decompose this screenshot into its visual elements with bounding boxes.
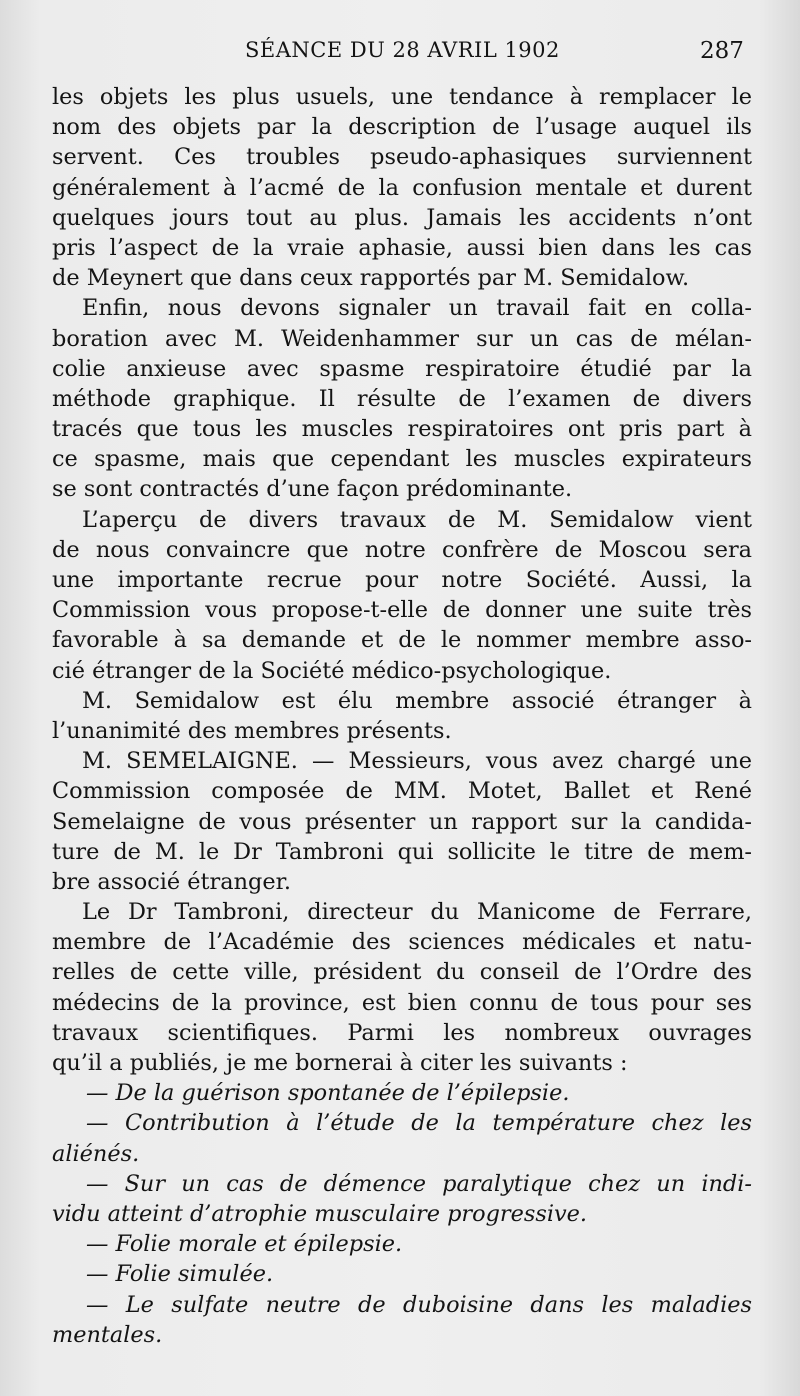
running-head: [0, 38, 800, 72]
text-line: Le Dr Tambroni, directeur du Manicome de Ferrare,: [82, 899, 752, 926]
text-line: travaux scientifiques. Parmi les nombreux ouvrages: [52, 1019, 752, 1046]
text-line: colie anxieuse avec spasme respiratoire étudié par la: [52, 355, 752, 382]
text-line: l’unanimité des membres présents.: [52, 717, 452, 744]
text-line: les objets les plus usuels, une tendance à remplacer le: [52, 84, 752, 110]
publication-title: aliénés.: [52, 1140, 140, 1167]
text-line: M. Semidalow est élu membre associé étranger à: [82, 687, 752, 714]
text-line: relles de cette ville, président du conseil de l’Ordre des: [52, 959, 752, 986]
text-line: ce spasme, mais que cependant les muscles expirateurs: [52, 446, 752, 473]
publication-title: — De la guérison spontanée de l’épilepsie.: [86, 1080, 570, 1107]
publication-title: — Le sulfate neutre de duboisine dans les maladies: [86, 1291, 752, 1318]
text-line: tracés que tous les muscles respiratoires ont pris part à: [52, 416, 752, 443]
text-line: Commission composée de MM. Motet, Ballet et René: [52, 778, 752, 805]
text-line: cié étranger de la Société médico-psychologique.: [52, 657, 612, 684]
text-line: Commission vous propose-t-elle de donner une suite très: [52, 597, 752, 624]
text-line: nom des objets par la description de l’usage auquel ils: [52, 114, 752, 141]
publication-title: — Folie morale et épilepsie.: [86, 1231, 403, 1258]
body-text: [52, 82, 752, 1350]
text-line: boration avec M. Weidenhammer sur un cas de mélan-: [52, 325, 752, 352]
text-line: Semelaigne de vous présenter un rapport sur la candida-: [52, 808, 752, 835]
text-line: qu’il a publiés, je me bornerai à citer les suivants :: [52, 1050, 628, 1076]
publication-title: vidu atteint d’atrophie musculaire progressive.: [52, 1200, 588, 1227]
text-line: M. SEMELAIGNE. — Messieurs, vous avez chargé une: [82, 748, 752, 775]
text-line: L’aperçu de divers travaux de M. Semidalow vient: [82, 506, 752, 533]
publication-title: — Folie simulée.: [86, 1261, 274, 1288]
publication-title: — Sur un cas de démence paralytique chez un indi-: [86, 1170, 752, 1197]
text-line: bre associé étranger.: [52, 868, 291, 895]
text-line: méthode graphique. Il résulte de l’examen de divers: [52, 385, 752, 412]
text-line: servent. Ces troubles pseudo-aphasiques surviennent: [52, 144, 752, 171]
publication-title: mentales.: [52, 1321, 163, 1348]
text-line: pris l’aspect de la vraie aphasie, aussi bien dans les cas: [52, 234, 752, 261]
text-line: ture de M. le Dr Tambroni qui sollicite le titre de mem-: [52, 838, 752, 865]
text-line: favorable à sa demande et de le nommer membre asso-: [52, 627, 752, 654]
text-line: se sont contractés d’une façon prédominante.: [52, 476, 573, 503]
text-line: médecins de la province, est bien connu de tous pour ses: [52, 989, 752, 1016]
text-line: membre de l’Académie des sciences médicales et natu-: [52, 929, 752, 956]
running-head-title: SÉANCE DU 28 AVRIL 1902: [245, 38, 560, 62]
page-number: 287: [700, 38, 744, 64]
publication-title: — Contribution à l’étude de la température chez les: [86, 1110, 752, 1137]
text-line: quelques jours tout au plus. Jamais les accidents n’ont: [52, 204, 752, 231]
text-line: de Meynert que dans ceux rapportés par M. Semidalow.: [52, 265, 690, 292]
text-line: de nous convaincre que notre confrère de Moscou sera: [52, 536, 752, 563]
text-line: généralement à l’acmé de la confusion mentale et durent: [52, 174, 752, 201]
text-line: une importante recrue pour notre Société. Aussi, la: [52, 567, 752, 593]
text-line: Enfin, nous devons signaler un travail fait en colla-: [82, 295, 752, 322]
